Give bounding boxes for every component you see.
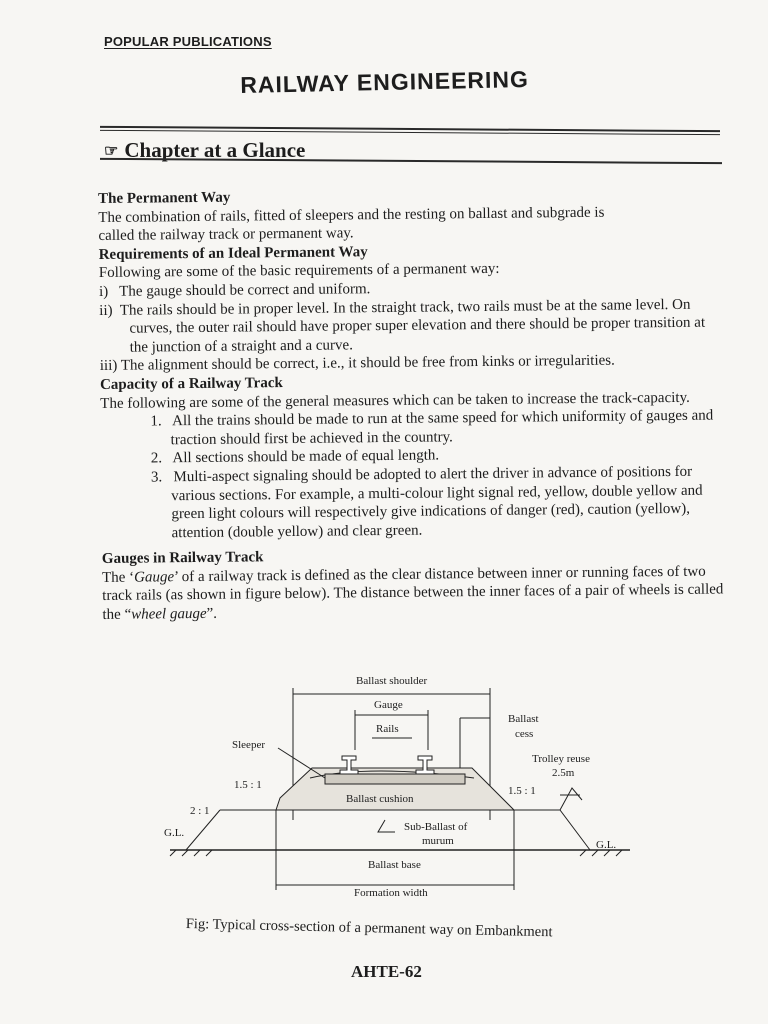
list-item: 3. Multi-aspect signaling should be adopted to alert the driver in advance of positions for various sections. For example, a multi-colour light signal red, yellow, double yellow and green light colours will respectively give indications of danger (red), caution (yellow), attention (double yellow) and clear green. — [150, 463, 703, 541]
trolley-refuge-outline — [560, 788, 582, 810]
paragraph-text — [102, 562, 728, 624]
paragraph-fragment: ’ of a railway track is defined as the clear distance between inner or running faces of two track rails (as shown in figure below). The distance between the inner faces of a pair of wheels is called the “ — [102, 563, 724, 624]
page-title: RAILWAY ENGINEERING — [240, 65, 530, 98]
chapter-body — [98, 183, 728, 624]
term-gauge: Gauge — [134, 569, 175, 586]
list-item: 1. All the trains should be made to run at the same speed for which uniformity of gauges and traction should first be achieved in the country. — [150, 407, 714, 448]
label-sleeper: Sleeper — [232, 739, 265, 751]
numbered-list — [100, 407, 726, 544]
track-cross-section-figure — [160, 670, 630, 915]
label-rails: Rails — [376, 723, 399, 735]
label-dimension-2-5m: 2.5m — [552, 767, 575, 779]
label-ballast-base: Ballast base — [368, 859, 421, 871]
label-ballast-shoulder: Ballast shoulder — [356, 675, 428, 687]
sleeper-leader-line — [278, 748, 325, 778]
label-slope-left: 1.5 : 1 — [234, 779, 262, 791]
page-number: AHTE-62 — [351, 962, 422, 981]
label-sub-ballast: Sub-Ballast of — [404, 821, 468, 833]
sub-ballast-leader-line — [378, 820, 395, 832]
label-ballast-cushion: Ballast cushion — [346, 793, 414, 805]
embankment-outline — [186, 810, 590, 850]
section-heading-requirements: Requirements of an Ideal Permanent Way — [98, 243, 368, 263]
label-slope-embankment: 2 : 1 — [190, 805, 210, 817]
section-heading-capacity: Capacity of a Railway Track — [99, 375, 283, 393]
publisher-name: POPULAR PUBLICATIONS — [104, 34, 272, 49]
paragraph-line: The combination of rails, fitted of sleepers and the resting on ballast and subgrade is — [98, 204, 605, 226]
paragraph-text: Following are some of the basic requirements of a permanent way: — [98, 261, 500, 282]
list-item: iii) The alignment should be correct, i.e., it should be free from kinks or irregularities. — [99, 352, 615, 375]
label-ballast: Ballast — [508, 713, 539, 725]
left-rail-shape — [340, 756, 358, 774]
section-heading-gauges: Gauges in Railway Track — [101, 549, 264, 568]
sleeper-shape — [325, 774, 465, 784]
list-item: 2. All sections should be made of equal length. — [150, 447, 440, 467]
label-trolley-reuse: Trolley reuse — [532, 753, 590, 765]
label-formation-width: Formation width — [354, 887, 428, 899]
term-wheel-gauge: wheel gauge — [131, 605, 207, 623]
label-murum: murum — [422, 835, 454, 847]
label-cess: cess — [515, 728, 534, 740]
track-cross-section-diagram — [160, 670, 630, 915]
chapter-heading-text: Chapter at a Glance — [124, 138, 306, 162]
paragraph-text: The following are some of the general measures which can be taken to increase the track-capacity. — [100, 389, 690, 412]
label-gauge: Gauge — [374, 699, 403, 711]
list-item: i) The gauge should be correct and uniform. — [98, 281, 371, 300]
figure-caption: Fig: Typical cross-section of a permanent way on Embankment — [185, 916, 553, 941]
paragraph-fragment: ”. — [206, 605, 218, 622]
label-gl-right: G.L. — [596, 839, 617, 851]
right-rail-shape — [416, 756, 434, 774]
label-slope-right: 1.5 : 1 — [508, 785, 536, 797]
list-item: ii) The rails should be in proper level. In the straight track, two rails must be at the same level. On curves, the outer rail should have proper super elevation and there should be proper transition at the junction of a straight and a curve. — [99, 296, 706, 356]
section-heading-permanent-way: The Permanent Way — [98, 189, 231, 207]
paragraph-fragment: The ‘ — [101, 569, 135, 586]
label-gl-left: G.L. — [164, 827, 185, 839]
paragraph-line: called the railway track or permanent way. — [98, 225, 354, 245]
pointing-hand-icon: ☞ — [104, 142, 119, 160]
ground-hatching — [170, 850, 622, 856]
